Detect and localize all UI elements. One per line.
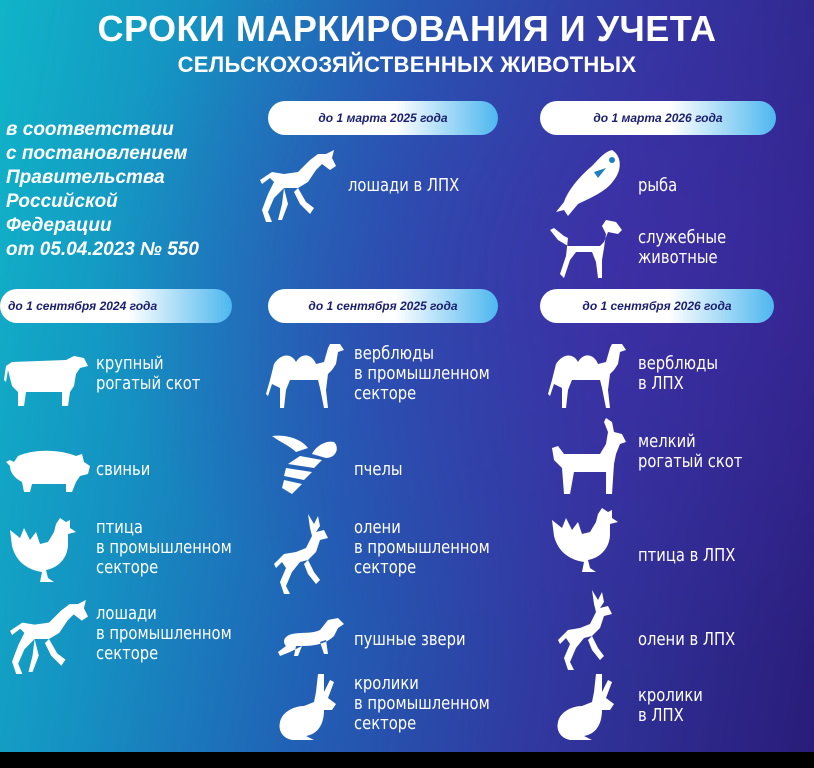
label-pigs: свиньи (96, 459, 151, 480)
period-pill-sep-2026: до 1 сентября 2026 года (540, 289, 774, 323)
title-line-1: СРОКИ МАРКИРОВАНИЯ И УЧЕТА (97, 8, 717, 49)
decree-line: в соответствии (6, 119, 174, 140)
label-small-cattle: мелкий рогатый скот (638, 431, 743, 472)
deer-icon (556, 588, 618, 672)
decree-line: от 05.04.2023 № 550 (6, 239, 199, 260)
decree-reference (6, 118, 276, 262)
hen-icon (10, 516, 80, 586)
period-pill-sep-2024: до 1 сентября 2024 года (0, 289, 232, 323)
camel-icon (544, 340, 628, 410)
ferret-icon (276, 616, 346, 660)
horse-icon (6, 598, 92, 676)
title-line-2: СЕЛЬСКОХОЗЯЙСТВЕННЫХ ЖИВОТНЫХ (177, 52, 637, 77)
cow-icon (4, 352, 90, 408)
label-poultry-lph: птица в ЛПХ (638, 545, 736, 566)
period-pill-mar-2025: до 1 марта 2025 года (268, 101, 498, 135)
decree-line: Федерации (6, 215, 112, 236)
decree-line: с постановлением (6, 143, 188, 164)
label-camels-industry: верблюды в промышленном секторе (354, 343, 490, 404)
decree-line: Российской (6, 191, 118, 212)
bottom-bar (0, 752, 814, 768)
label-poultry-industry: птица в промышленном секторе (96, 517, 232, 578)
label-fur-animals: пушные звери (354, 629, 466, 650)
label-fish: рыба (638, 175, 678, 196)
horse-icon (258, 148, 338, 224)
hen-icon (552, 506, 622, 576)
label-camels-lph: верблюды в ЛПХ (638, 353, 718, 394)
label-horses-lph: лошади в ЛПХ (348, 175, 460, 196)
decree-line: Правительства (6, 167, 165, 188)
label-deer-lph: олени в ЛПХ (638, 629, 736, 650)
label-horses-industry: лошади в промышленном секторе (96, 603, 232, 664)
camel-icon (262, 340, 346, 410)
period-pill-mar-2026: до 1 марта 2026 года (540, 101, 776, 135)
goat-icon (548, 418, 628, 498)
period-pill-sep-2025: до 1 сентября 2025 года (268, 289, 498, 323)
label-service-animals: служебные животные (638, 227, 727, 268)
label-rabbits-lph: кролики в ЛПХ (638, 685, 703, 726)
label-deer-industry: олени в промышленном секторе (354, 517, 490, 578)
label-rabbits-industry: кролики в промышленном секторе (354, 673, 490, 734)
label-bees: пчелы (354, 459, 403, 480)
rabbit-icon (278, 672, 342, 742)
fish-icon (554, 146, 626, 218)
dog-icon (546, 216, 626, 280)
bee-icon (266, 434, 340, 496)
rabbit-icon (556, 672, 620, 742)
pig-icon (6, 448, 90, 494)
label-cattle: крупный рогатый скот (96, 353, 201, 394)
deer-icon (272, 512, 334, 596)
